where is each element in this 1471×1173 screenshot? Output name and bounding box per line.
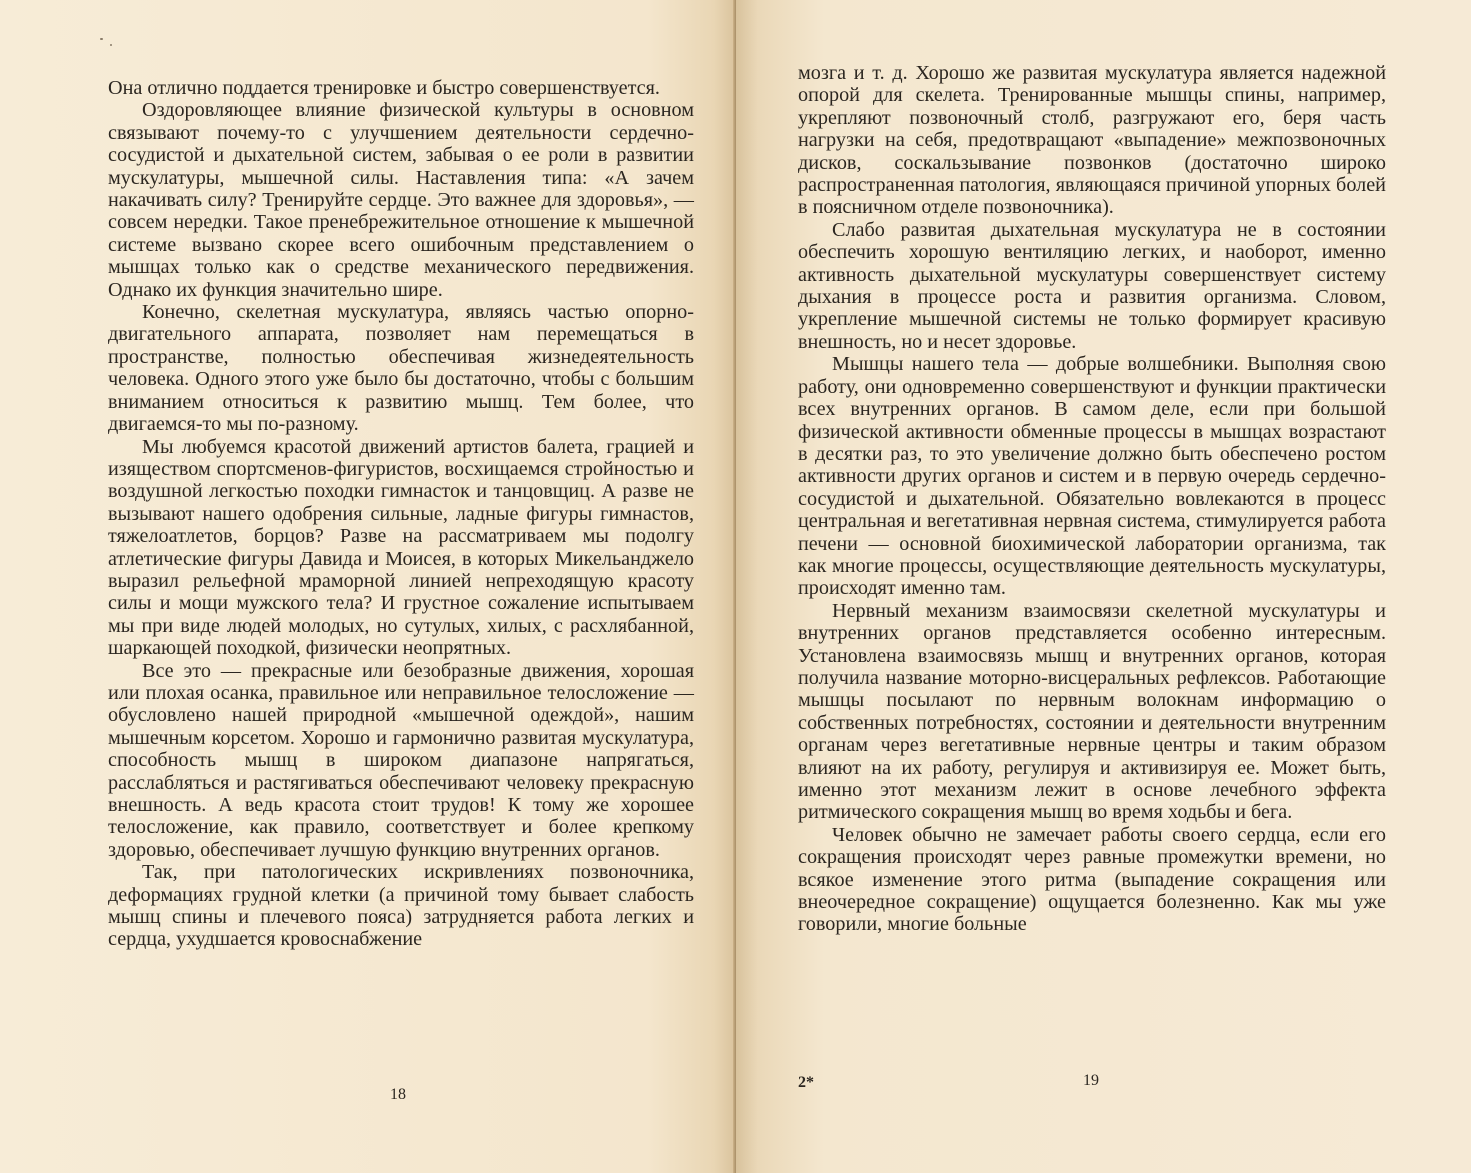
paragraph: Так, при патологических искривлениях позвоночника, деформациях грудной клетки (а причиной тому бывает слабость мышц спины и плечевого пояса) затрудняется работа легких и сердца, ухудшается кровоснабжение — [108, 861, 694, 951]
paragraph: мозга и т. д. Хорошо же развитая мускулатура является надежной опорой для скелета. Тренированные мышцы спины, например, укрепляют позвоночный столб, разгружают его, беря часть нагрузки на себя, предотвращают «выпадение» межпозвоночных дисков, соскальзывание позвонков (достаточно широко распространенная патология, являющаяся причиной упорных болей в поясничном отделе позвоночника). — [798, 62, 1386, 219]
page-number-right: 19 — [1083, 1072, 1099, 1089]
paragraph: Нервный механизм взаимосвязи скелетной мускулатуры и внутренних органов представляется особенно интересным. Установлена взаимосвязь мышц и внутренних органов, которая получила название моторно-висцеральных рефлексов. Работающие мышцы посылают по нервным волокнам информацию о собственных потребностях, состоянии и деятельности внутренним органам через вегетативные нервные центры и таким образом влияют на их работу, регулируя и активизируя ее. Может быть, именно этот механизм лежит в основе лечебного эффекта ритмического сокращения мышц во время ходьбы и бега. — [798, 599, 1386, 824]
paragraph: Мы любуемся красотой движений артистов балета, грацией и изяществом спортсменов-фигуристов, восхищаемся стройностью и воздушной легкостью походки гимнасток и танцовщиц. А разве не вызывают нашего одобрения сильные, ладные фигуры гимнастов, тяжелоатлетов, борцов? Разве на рассматриваем мы подолгу атлетические фигуры Давида и Моисея, в которых Микельанджело выразил рельефной мраморной линией непреходящую красоту силы и мощи мужского тела? И грустное сожаление испытываем мы при виде людей молодых, но сутулых, хилых, с расхлябанной, шаркающей походкой, физически неопрятных. — [108, 435, 694, 660]
paragraph: Человек обычно не замечает работы своего сердца, если его сокращения происходят через равные промежутки времени, но всякое изменение этого ритма (выпадение сокращения или внеочередное сокращение) ощущается болезненно. Как мы уже говорили, многие больные — [798, 823, 1386, 936]
left-page-text — [108, 77, 694, 951]
paragraph: Оздоровляющее влияние физической культуры в основном связывают почему-то с улучшением деятельности сердечно-сосудистой и дыхательной систем, забывая о ее роли в развитии мускулатуры, мышечной силы. Наставления типа: «А зачем накачивать силу? Тренируйте сердце. Это важнее для здоровья», — совсем нередки. Такое пренебрежительное отношение к мышечной системе вызвано скорее всего ошибочным представлением о мышцах только как о средстве механического передвижения. Однако их функция значительно шире. — [108, 99, 694, 301]
paper-speck — [100, 38, 103, 40]
paragraph: Слабо развитая дыхательная мускулатура не в состоянии обеспечить хорошую вентиляцию легких, и наоборот, именно активность дыхательной мускулатуры совершенствует систему дыхания в процессе роста и развития организма. Словом, укрепление мышечной системы не только формирует красивую внешность, но и несет здоровье. — [798, 218, 1386, 353]
paragraph: Конечно, скелетная мускулатура, являясь частью опорно-двигательного аппарата, позволяет нам перемещаться в пространстве, полностью обеспечивая жизнедеятельность человека. Одного этого уже было бы достаточно, чтобы с большим вниманием относиться к развитию мышц. Тем более, что двигаемся-то мы по-разному. — [108, 301, 694, 436]
paragraph: Мышцы нашего тела — добрые волшебники. Выполняя свою работу, они одновременно совершенствуют и функции практически всех внутренних органов. В самом деле, если при большой физической активности обменные процессы в мышцах возрастают в десятки раз, то это увеличение должно быть обеспечено ростом активности других органов и систем и в первую очередь сердечно-сосудистой и дыхательной. Обязательно вовлекаются в процесс центральная и вегетативная нервная система, стимулируется работа печени — основной биохимической лаборатории организма, так как многие процессы, осуществляющие деятельность мускулатуры, происходят именно там. — [798, 353, 1386, 600]
paragraph: Все это — прекрасные или безобразные движения, хорошая или плохая осанка, правильное или неправильное телосложение — обусловлено нашей природной «мышечной одеждой», нашим мышечным корсетом. Хорошо и гармонично развитая мускулатура, способность мышц в широком диапазоне напрягаться, расслабляться и растягиваться обеспечивают человеку прекрасную внешность. А ведь красота стоит трудов! К тому же хорошее телосложение, как правило, соответствует и более крепкому здоровью, обеспечивает лучшую функцию внутренних органов. — [108, 659, 694, 861]
page-number-left: 18 — [390, 1086, 406, 1103]
paragraph: Она отлично поддается тренировке и быстро совершенствуется. — [108, 77, 660, 99]
signature-mark: 2* — [798, 1074, 814, 1091]
paper-speck — [110, 44, 112, 46]
right-page — [736, 0, 1471, 1173]
right-page-text — [798, 62, 1386, 936]
